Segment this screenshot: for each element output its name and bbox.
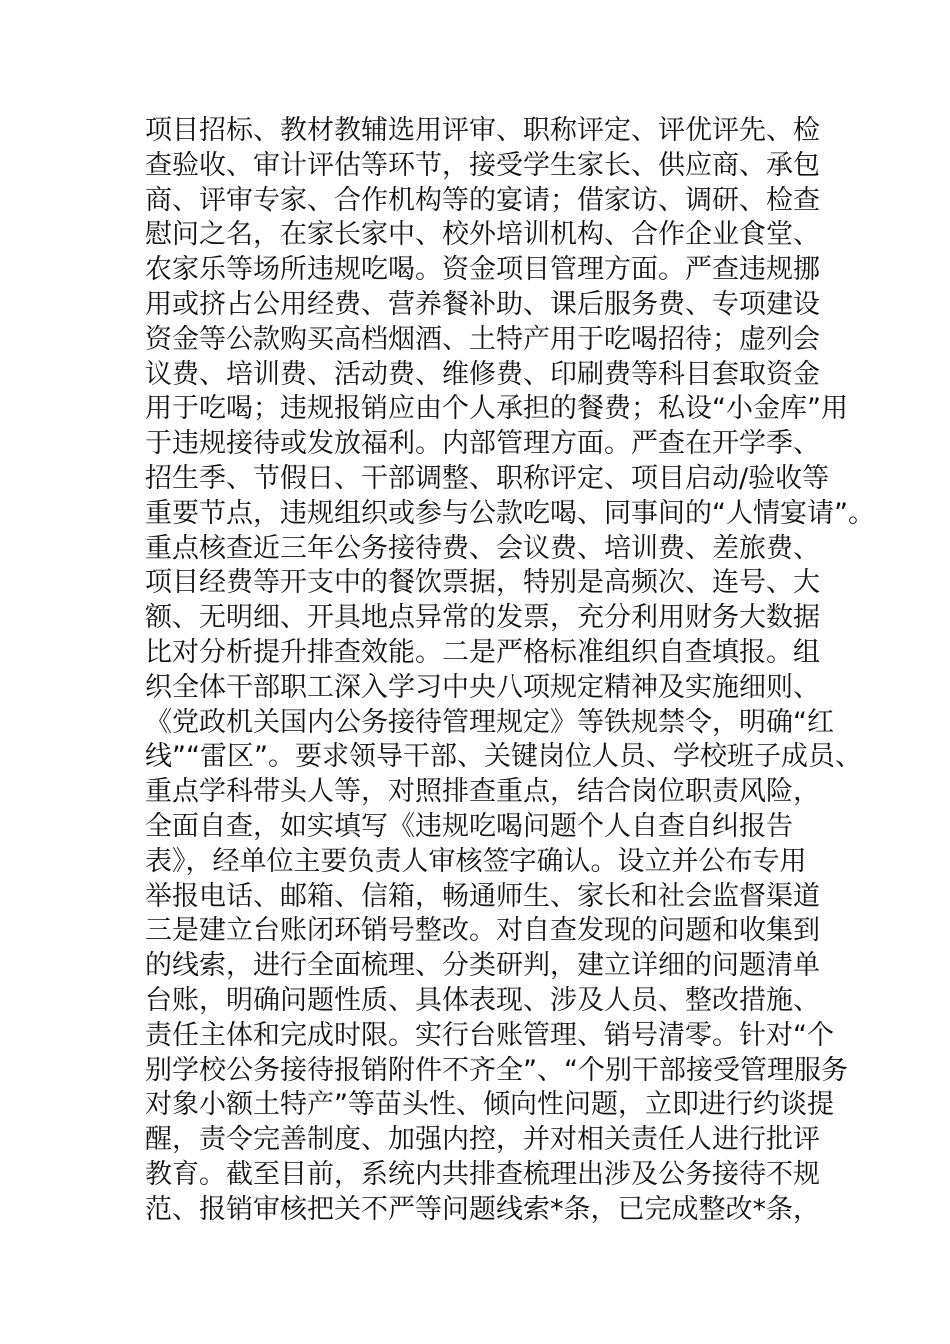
text-line: 项目经费等开支中的餐饮票据，特别是高频次、连号、大	[145, 567, 820, 599]
text-line: 重点学科带头人等，对照排查重点，结合岗位职责风险，	[145, 776, 820, 808]
text-line: 表》，经单位主要负责人审核签字确认。设立并公布专用	[145, 845, 807, 877]
text-line: 用或挤占公用经费、营养餐补助、课后服务费、专项建设	[145, 288, 820, 320]
text-line: 商、评审专家、合作机构等的宴请；借家访、调研、检查	[145, 184, 820, 216]
text-line: 台账，明确问题性质、具体表现、涉及人员、整改措施、	[145, 984, 820, 1016]
text-line: 别学校公务接待报销附件不齐全”、“个别干部接受管理服务	[145, 1054, 848, 1086]
text-line: 于违规接待或发放福利。内部管理方面。严查在开学季、	[145, 428, 820, 460]
text-line: 议费、培训费、活动费、维修费、印刷费等科目套取资金	[145, 358, 820, 390]
text-line: 查验收、审计评估等环节，接受学生家长、供应商、承包	[145, 149, 820, 181]
text-line: 比对分析提升排查效能。二是严格标准组织自查填报。组	[145, 636, 820, 668]
text-line: 三是建立台账闭环销号整改。对自查发现的问题和收集到	[145, 915, 820, 947]
text-line: 农家乐等场所违规吃喝。资金项目管理方面。严查违规挪	[145, 254, 820, 286]
body-paragraph	[145, 114, 875, 1228]
text-line: 重点核查近三年公务接待费、会议费、培训费、差旅费、	[145, 532, 820, 564]
text-line: 教育。截至目前，系统内共排查梳理出涉及公务接待不规	[145, 1158, 820, 1190]
text-line: 慰问之名，在家长家中、校外培训机构、合作企业食堂、	[145, 219, 820, 251]
text-line: 责任主体和完成时限。实行台账管理、销号清零。针对“个	[145, 1019, 834, 1051]
text-line: 招生季、节假日、干部调整、职称评定、项目启动/验收等	[145, 462, 830, 494]
text-line: 重要节点，违规组织或参与公款吃喝、同事间的“人情宴请”。	[145, 497, 875, 529]
text-line: 项目招标、教材教辅选用评审、职称评定、评优评先、检	[145, 115, 820, 146]
text-line: 范、报销审核把关不严等问题线索*条，已完成整改*条，	[145, 1193, 820, 1225]
text-line: 线”“雷区”。要求领导干部、关键岗位人员、学校班子成员、	[145, 741, 862, 773]
text-line: 用于吃喝；违规报销应由个人承担的餐费；私设“小金库”用	[145, 393, 848, 425]
text-line: 举报电话、邮箱、信箱，畅通师生、家长和社会监督渠道	[145, 880, 820, 912]
text-line: 对象小额土特产”等苗头性、倾向性问题，立即进行约谈提	[145, 1089, 834, 1121]
text-line: 织全体干部职工深入学习中央八项规定精神及实施细则、	[145, 671, 820, 703]
text-line: 资金等公款购买高档烟酒、土特产用于吃喝招待；虚列会	[145, 323, 820, 355]
text-line: 的线索，进行全面梳理、分类研判，建立详细的问题清单	[145, 950, 820, 982]
text-line: 全面自查，如实填写《违规吃喝问题个人自查自纠报告	[145, 810, 793, 842]
text-line: 醒，责令完善制度、加强内控，并对相关责任人进行批评	[145, 1124, 820, 1156]
text-line: 《党政机关国内公务接待管理规定》等铁规禁令，明确“红	[145, 706, 834, 738]
text-line: 额、无明细、开具地点异常的发票，充分利用财务大数据	[145, 602, 820, 634]
